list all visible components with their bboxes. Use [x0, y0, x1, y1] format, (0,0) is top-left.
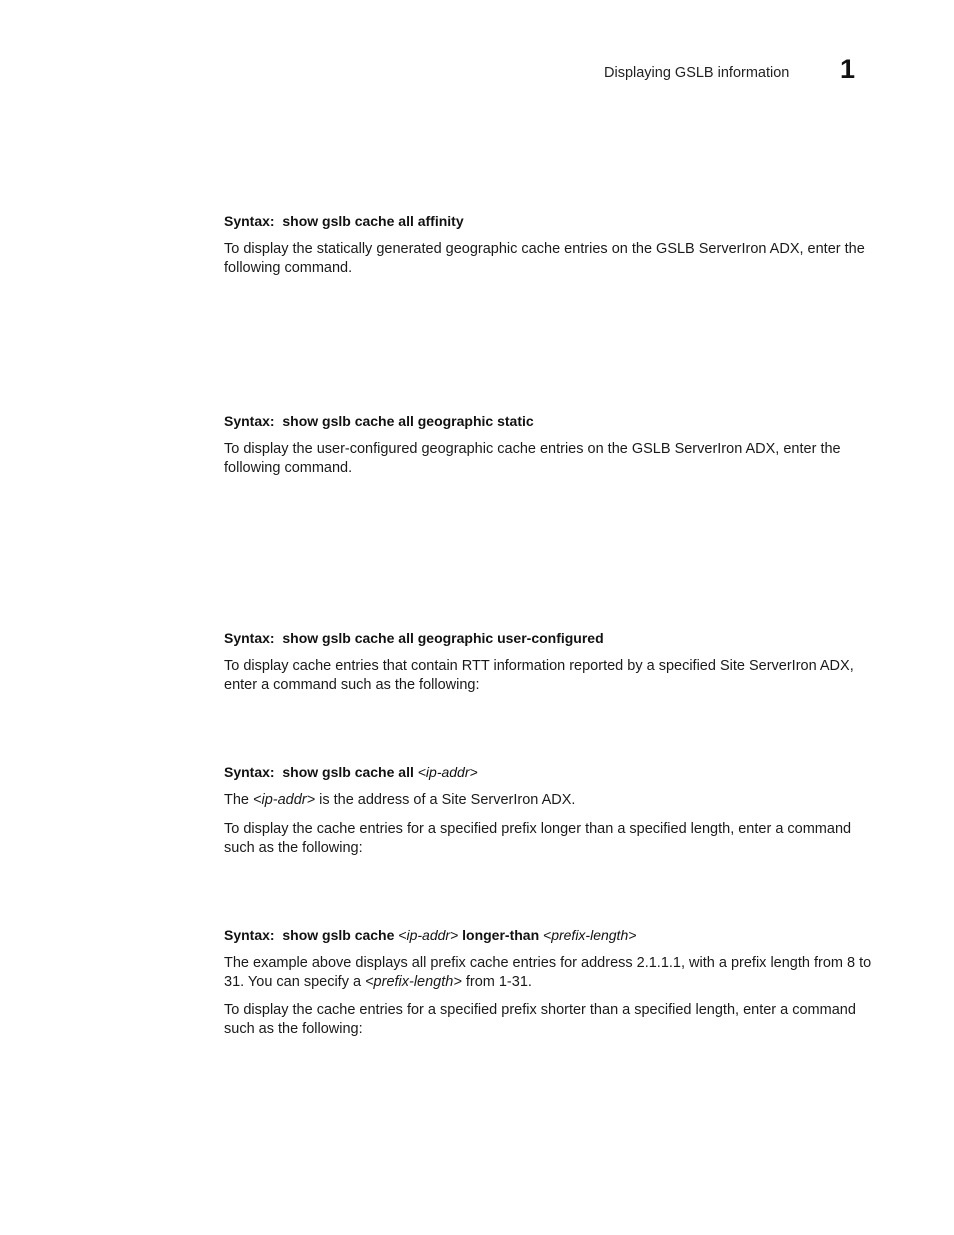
argument-text: <ip-addr> [253, 792, 316, 808]
text-run: from 1-31. [461, 974, 532, 990]
syntax-argument: <ip-addr> [417, 764, 478, 780]
argument-text: <prefix-length> [365, 974, 462, 990]
syntax-command: show gslb cache all geographic static [282, 413, 534, 429]
syntax-prefix: Syntax: [224, 764, 275, 780]
syntax-command: show gslb cache all geographic user-configured [282, 630, 604, 646]
syntax-command: show gslb cache all [282, 764, 414, 780]
syntax-line-affinity [224, 213, 464, 229]
paragraph-user-geo: To display the user-configured geographic cache entries on the GSLB ServerIron ADX, enter the following command. [224, 441, 841, 476]
syntax-argument: <prefix-length> [543, 927, 637, 943]
syntax-prefix: Syntax: [224, 927, 275, 943]
paragraph-longer-than: To display the cache entries for a specified prefix longer than a specified length, enter a command such as the following: [224, 821, 852, 856]
syntax-command: show gslb cache [282, 927, 395, 943]
syntax-prefix: Syntax: [224, 413, 275, 429]
text-run: The example above displays all prefix cache entries for address 2.1.1.1, with a prefix length from 8 to 31. You can specify a [224, 955, 872, 990]
paragraph-static-geo: To display the statically generated geographic cache entries on the GSLB ServerIron ADX, enter the following command. [224, 241, 865, 276]
syntax-prefix: Syntax: [224, 630, 275, 646]
text-run: The [224, 792, 254, 808]
syntax-line-user-configured [224, 630, 604, 646]
paragraph-shorter-than: To display the cache entries for a specified prefix shorter than a specified length, enter a command such as the following: [224, 1002, 856, 1037]
section-title: Displaying GSLB information [604, 65, 790, 81]
paragraph-rtt: To display cache entries that contain RTT information reported by a specified Site ServerIron ADX, enter a command such as the following: [224, 658, 854, 693]
syntax-line-longer-than [224, 927, 636, 943]
syntax-argument: <ip-addr> [398, 927, 459, 943]
syntax-line-ip-addr [224, 764, 478, 780]
syntax-line-geographic-static [224, 413, 534, 429]
paragraph-prefix-example [224, 954, 872, 992]
paragraph-ip-addr [224, 791, 872, 810]
syntax-prefix: Syntax: [224, 213, 275, 229]
text-run: is the address of a Site ServerIron ADX. [315, 792, 576, 808]
chapter-number: 1 [840, 54, 856, 84]
syntax-keyword: longer-than [462, 927, 540, 943]
syntax-command: show gslb cache all affinity [282, 213, 464, 229]
